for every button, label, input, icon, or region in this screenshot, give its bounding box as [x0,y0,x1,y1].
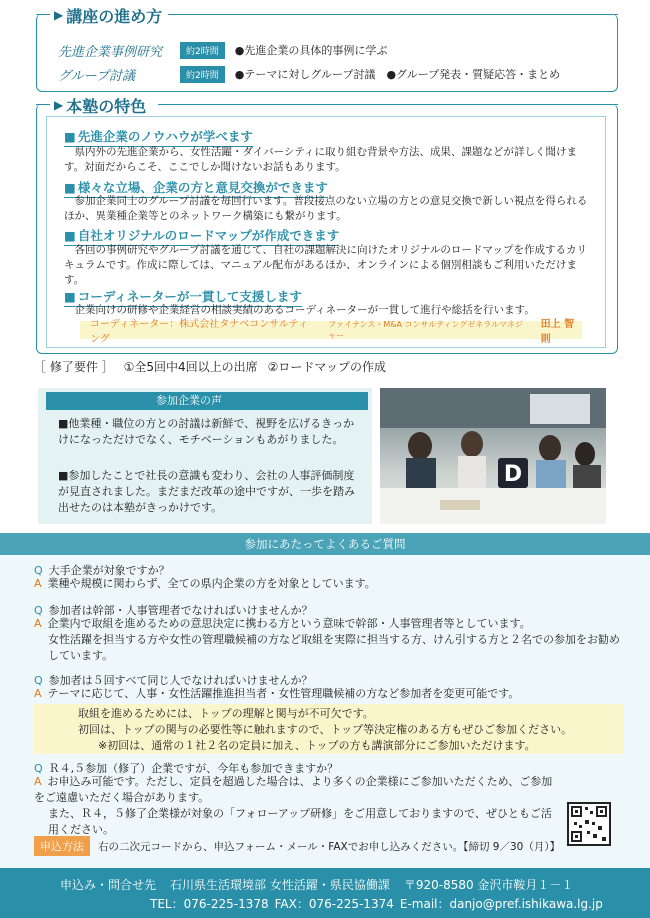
note-line: 初回は、トップの関与の必要性等に触れますので、トップ等決定権のある方もぜひご参加ください。 [78,723,573,736]
square-bullet-icon: ■ [64,228,76,243]
footer-fax: FAX：076-225-1374 [274,897,394,911]
course-name: グループ討議 [58,68,135,84]
requirement-item: ①全5回中4回以上の出席 [123,360,258,374]
a-mark: A [34,617,42,630]
course-row [58,40,387,60]
square-bullet-icon: ■ [64,129,76,144]
q-mark: Q [34,674,43,687]
table-sign: D [503,462,523,487]
coordinator-bar [80,319,582,345]
qr-code-icon [569,804,609,844]
question-text: 大手企業が対象ですか？ [48,564,170,577]
faq-answer [34,616,624,664]
note-line: ※初回は、通常の１社２名の定員に加え、トップの方も講演部分にご参加いただけます。 [98,739,536,752]
answer-text: お申込み可能です。ただし、定員を超過した場合は、より多くの企業様にご参加いただくため、ご参加をご遠慮いただく場合があります。 [34,775,553,804]
answer-text: また、Ｒ４，５修了企業様が対象の「フォローアップ研修」をご用意しておりますので、ぜひともご活用ください。 [48,807,552,836]
feature-text: 県内外の先進企業から、女性活躍・ダイバーシティに取り組む背景や方法、成果、課題などが詳しく聞けます。対面だからこそ、ここでしか聞けないお話もあります。 [64,146,578,173]
footer-line [60,876,573,893]
feature-title [64,127,253,147]
triangle-right-icon: ▶ [54,98,64,112]
time-badge: 約2時間 [180,42,225,59]
feature-text: 参加企業同士のグループ討議を毎回行います。普段接点のない立場の方との意見交換で新しい視点を得られるほか、異業種企業等とのネットワーク構築にも繋がります。 [64,195,588,222]
course-desc: ●テーマに対しグループ討議 ●グループ発表・質疑応答・まとめ [234,68,561,81]
apply-badge: 申込方法 [34,836,90,856]
coordinator-role: ファイナンス・M&A コンサルティングゼネラルマネジャー [328,320,524,340]
course-name: 先進企業事例研究 [58,44,163,60]
square-bullet-icon: ■ [64,180,76,195]
feature-title-text: 先進企業のノウハウが学べます [77,129,253,144]
note-line: 取組を進めるためには、トップの理解と関与が不可欠です。 [78,707,374,720]
seminar-photo [380,388,606,524]
apply-text: 右の二次元コードから、申込フォーム・メール・FAXでお申し込みください。【締切 9／30（月）】 [98,840,561,853]
requirements [34,358,386,375]
requirement-item: ②ロードマップの作成 [267,360,386,374]
voice-item: ■参加したことで社長の意識も変わり、会社の人事評価制度が見直されました。まだまだ改革の途中ですが、一歩を踏み出せたのは本塾がきっかけです。 [58,469,355,514]
answer-text: 女性活躍を担当する方や女性の管理職候補の方など取組を実際に担当する方、けん引する方と２名での参加をお勧めしています。 [48,633,620,662]
q-mark: Q [34,604,43,617]
faq-answer [34,576,624,592]
faq-title: 参加にあたってよくあるご質問 [0,533,650,555]
voice-item: ■他業種・職位の方との討議は新鮮で、視野を広げるきっかけになっただけでなく、モチベーションもあがりました。 [58,417,355,446]
answer-text: テーマに応じて、人事・女性活躍推進担当者・女性管理職候補の方など参加者を変更可能です。 [47,687,520,700]
course-desc: ●先進企業の具体的事例に学ぶ [234,44,388,57]
footer-org: 石川県生活環境部 女性活躍・県民協働課 [170,878,390,892]
footer-tel[interactable]: TEL：076-225-1378 [150,897,269,911]
footer-label: 申込み・問合せ先 [60,878,157,892]
course-row [58,64,560,84]
feature-title-text: コーディネーターが一貫して支援します [77,289,302,304]
feature-title-text: 自社オリジナルのロードマップが作成できます [77,228,340,243]
time-badge: 約2時間 [180,66,225,83]
a-mark: A [34,577,42,590]
faq-answer [34,774,560,838]
feature-text: 各回の事例研究やグループ討議を通じて、自社の課題解決に向けたオリジナルのロードマップを作成するカリキュラムです。作成に際しては、マニュアル配布があるほか、オンラインによる個別相談もご利用いただけます。 [64,244,588,286]
footer-line [150,895,603,912]
a-mark: A [34,687,42,700]
a-mark: A [34,775,42,788]
coordinator-label: コーディネーター：株式会社タナベコンサルティング [90,319,308,345]
features-heading [48,92,156,118]
apply-row [34,836,560,856]
feature-text: 企業向けの研修や企業経営の相談実績のあるコーディネーターが一貫して進行や総括を行います。 [74,304,535,316]
question-text: 参加者は５回すべて同じ人でなければいけませんか？ [48,674,313,687]
faq-note [34,704,624,754]
voices-title: 参加企業の声 [46,392,368,410]
question-text: Ｒ４,５参加（修了）企業ですが、今年も参加できますか？ [48,762,339,775]
answer-text: 業種や規模に関わらず、全ての県内企業の方を対象としています。 [47,577,376,590]
feature-title-text: 様々な立場、企業の方と意見交換ができます [77,180,328,195]
answer-text: 企業内で取組を進めるための意思決定に携わる方という意味で幹部・人事管理者等としています。 [47,617,531,630]
qr-code[interactable] [567,802,611,846]
footer-address: 〒920-8580 金沢市鞍月１－１ [403,878,574,892]
course-frame-top-right [168,14,618,15]
course-heading-text: 講座の進め方 [66,6,163,26]
question-text: 参加者は幹部・人事管理者でなければいけませんか？ [48,604,313,617]
footer-email[interactable]: E-mail：danjo@pref.ishikawa.lg.jp [399,897,603,911]
triangle-right-icon: ▶ [54,8,64,22]
faq-answer [34,686,624,702]
seminar-photo-illustration [380,388,606,524]
coordinator-person: 田上 智則 [540,319,575,345]
course-heading [48,2,172,28]
footer [0,868,650,918]
q-mark: Q [34,564,43,577]
requirements-label: ［ 修了要件 ］ [34,360,114,374]
features-heading-text: 本塾の特色 [66,96,147,116]
q-mark: Q [34,762,43,775]
features-frame-top-right [158,104,618,105]
square-bullet-icon: ■ [64,289,76,304]
